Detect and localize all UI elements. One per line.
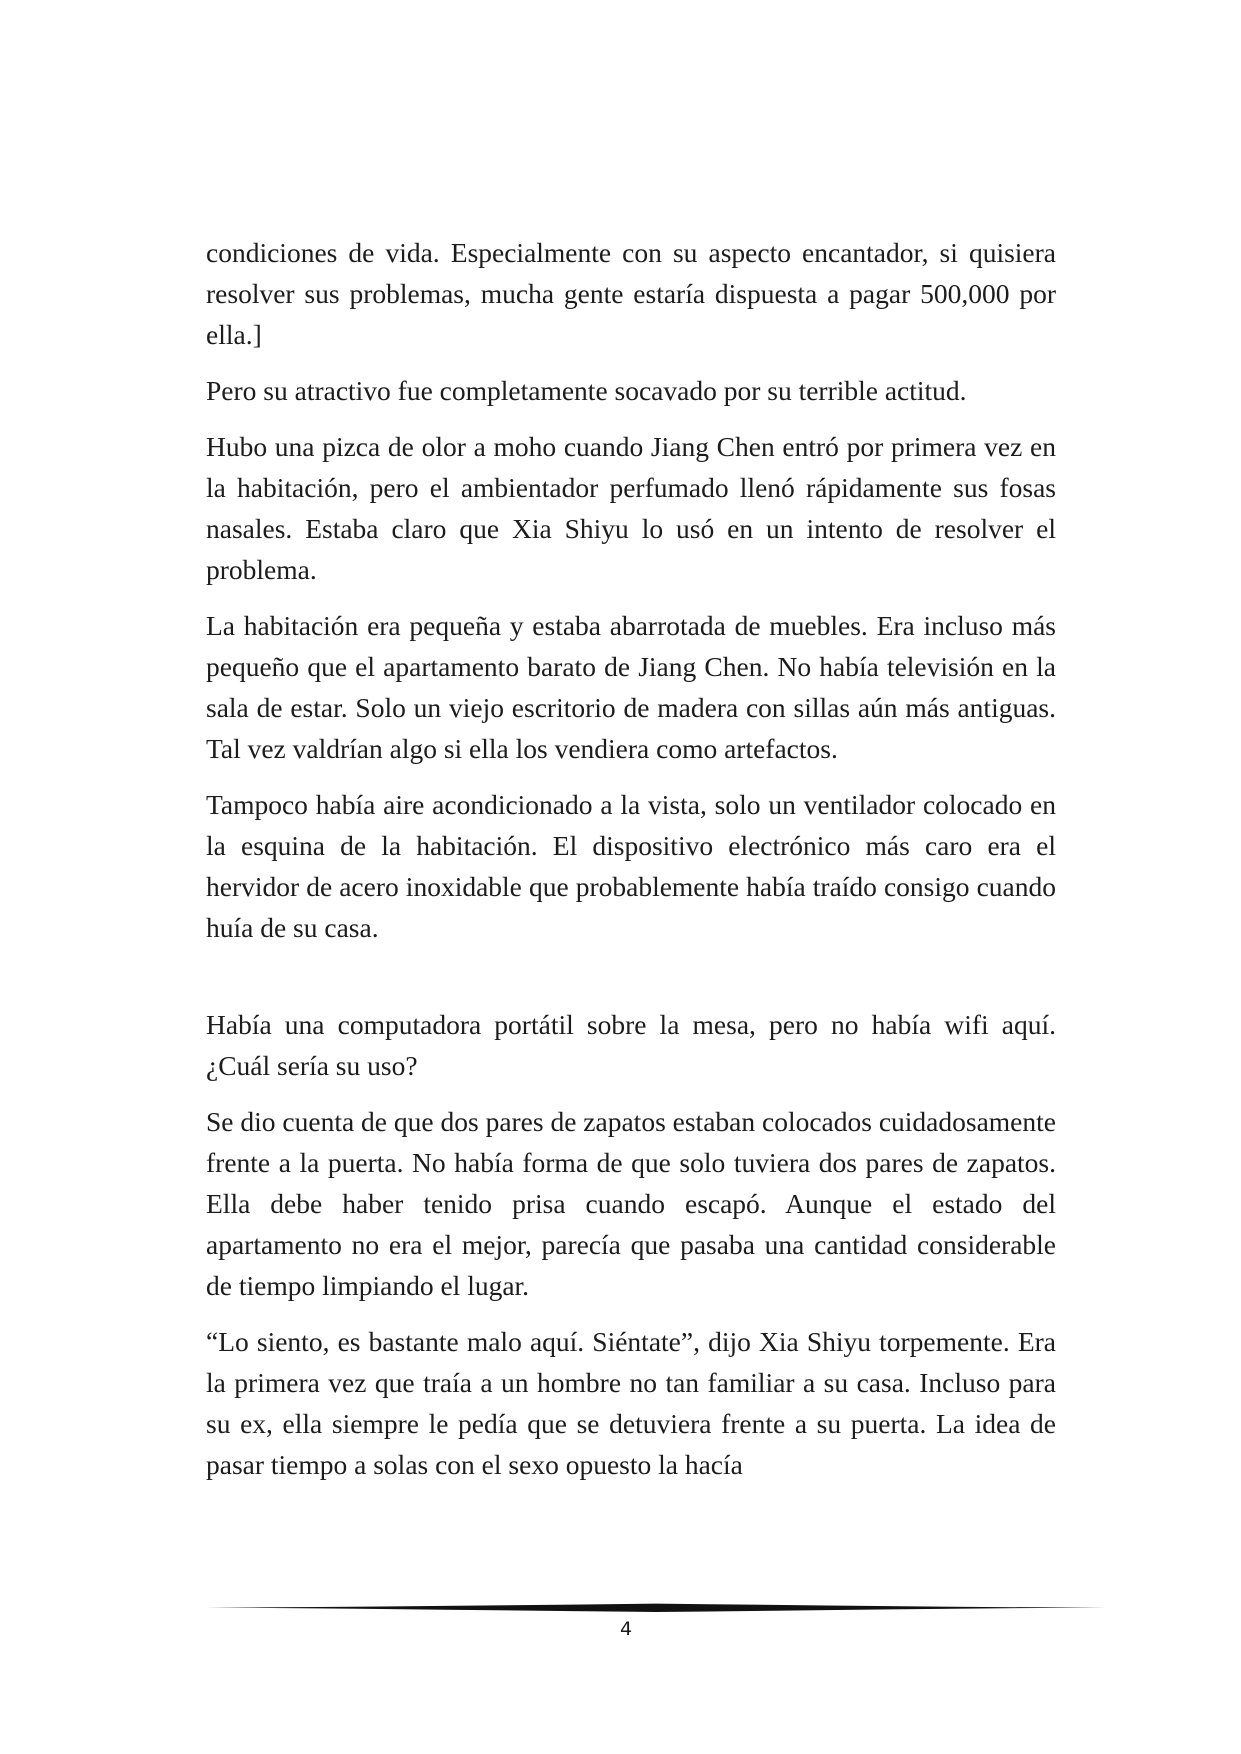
paragraph-5: Tampoco había aire acondicionado a la vista, solo un ventilador colocado en la esquina de la habitación. El dispositivo electrónico más caro era el hervidor de acero inoxidable que probablemente había traído consigo cuando huía de su casa.: [206, 789, 1056, 943]
paragraph-3: Hubo una pizca de olor a moho cuando Jiang Chen entró por primera vez en la habitación, pero el ambientador perfumado llenó rápidamente sus fosas nasales. Estaba claro que Xia Shiyu lo usó en un intento de resolver el problema.: [206, 431, 1056, 585]
paragraph-1: condiciones de vida. Especialmente con su aspecto encantador, si quisiera resolver sus problemas, mucha gente estaría dispuesta a pagar 500,000 por ella.]: [206, 237, 1056, 350]
paragraph-6: Había una computadora portátil sobre la mesa, pero no había wifi aquí. ¿Cuál sería su uso?: [206, 1009, 1056, 1081]
page-number: 4: [619, 1618, 633, 1640]
footer-divider: [206, 1601, 1106, 1615]
paragraph-2: Pero su atractivo fue completamente socavado por su terrible actitud.: [206, 375, 967, 406]
paragraph-4: La habitación era pequeña y estaba abarrotada de muebles. Era incluso más pequeño que el apartamento barato de Jiang Chen. No había televisión en la sala de estar. Solo un viejo escritorio de madera con sillas aún más antiguas. Tal vez valdrían algo si ella los vendiera como artefactos.: [206, 610, 1056, 764]
body-text: [206, 232, 1056, 1500]
paragraph-7: Se dio cuenta de que dos pares de zapatos estaban colocados cuidadosamente frente a la puerta. No había forma de que solo tuviera dos pares de zapatos. Ella debe haber tenido prisa cuando escapó. Aunque el estado del apartamento no era el mejor, parecía que pasaba una cantidad considerable de tiempo limpiando el lugar.: [206, 1106, 1056, 1301]
paragraph-8: “Lo siento, es bastante malo aquí. Siéntate”, dijo Xia Shiyu torpemente. Era la primera vez que traía a un hombre no tan familiar a su casa. Incluso para su ex, ella siempre le pedía que se detuviera frente a su puerta. La idea de pasar tiempo a solas con el sexo opuesto la hacía: [206, 1326, 1056, 1480]
